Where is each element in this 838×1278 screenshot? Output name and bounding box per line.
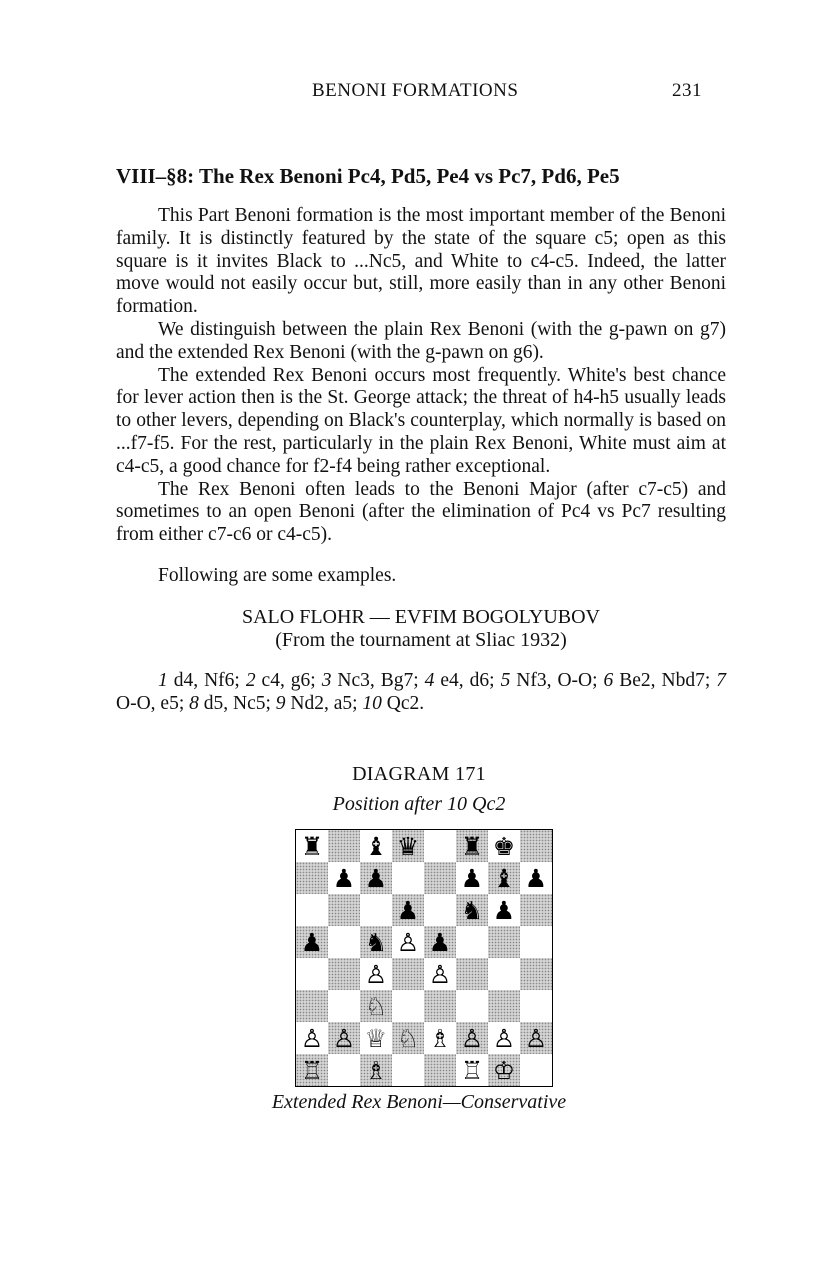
square-h1 [520, 1054, 552, 1086]
square-a7 [296, 862, 328, 894]
game-header [116, 606, 726, 652]
square-f1 [456, 1054, 488, 1086]
square-c5 [360, 926, 392, 958]
square-f5 [456, 926, 488, 958]
section-heading: VIII–§8: The Rex Benoni Pc4, Pd5, Pe4 vs Pc7, Pd6, Pe5 [116, 164, 620, 188]
square-g6 [488, 894, 520, 926]
white-pawn-icon: ♙ [492, 1023, 516, 1053]
examples-intro: Following are some examples. [158, 565, 397, 586]
square-e7 [424, 862, 456, 894]
move-number: 10 [362, 693, 382, 714]
square-d8 [392, 830, 424, 862]
square-f2 [456, 1022, 488, 1054]
paragraph: This Part Benoni formation is the most important member of the Benoni family. It is distinctly featured by the state of the square c5; open as this square is it invites Black to ...Nc5, and White to c4-c5. Indeed, the latter move would not easily occur but, still, more easily than in any other Benoni formation. [116, 205, 726, 318]
white-rook-icon: ♖ [460, 1055, 484, 1085]
move-text: Nf3, O-O; [510, 670, 604, 691]
square-g2 [488, 1022, 520, 1054]
move-number: 2 [245, 670, 256, 691]
square-a2 [296, 1022, 328, 1054]
black-pawn-icon: ♟ [364, 863, 388, 893]
black-pawn-icon: ♟ [332, 863, 356, 893]
move-text: Qc2. [381, 693, 425, 714]
white-pawn-icon: ♙ [460, 1023, 484, 1053]
black-rook-icon: ♜ [300, 831, 324, 861]
square-e1 [424, 1054, 456, 1086]
diagram-subtitle: Position after 10 Qc2 [332, 793, 506, 815]
black-pawn-icon: ♟ [396, 895, 420, 925]
black-bishop-icon: ♝ [364, 831, 388, 861]
move-text: Nd2, a5; [285, 693, 363, 714]
square-f4 [456, 958, 488, 990]
square-d4 [392, 958, 424, 990]
square-h6 [520, 894, 552, 926]
square-d6 [392, 894, 424, 926]
paragraph: We distinguish between the plain Rex Benoni (with the g-pawn on g7) and the extended Rex Benoni (with the g-pawn on g6). [116, 318, 726, 363]
black-pawn-icon: ♟ [428, 927, 452, 957]
black-queen-icon: ♛ [396, 831, 420, 861]
square-g1 [488, 1054, 520, 1086]
square-h4 [520, 958, 552, 990]
square-a1 [296, 1054, 328, 1086]
black-pawn-icon: ♟ [460, 863, 484, 893]
square-b6 [328, 894, 360, 926]
square-b5 [328, 926, 360, 958]
square-h3 [520, 990, 552, 1022]
square-f3 [456, 990, 488, 1022]
square-h7 [520, 862, 552, 894]
square-c2 [360, 1022, 392, 1054]
black-king-icon: ♚ [492, 831, 516, 861]
square-a8 [296, 830, 328, 862]
black-bishop-icon: ♝ [492, 863, 516, 893]
square-c8 [360, 830, 392, 862]
paragraph: The Rex Benoni often leads to the Benoni Major (after c7-c5) and sometimes to an open Benoni (after the elimination of Pc4 vs Pc7 resulting from either c7-c6 or c4-c5). [116, 478, 726, 546]
white-queen-icon: ♕ [364, 1023, 388, 1053]
white-pawn-icon: ♙ [300, 1023, 324, 1053]
black-rook-icon: ♜ [460, 831, 484, 861]
square-b8 [328, 830, 360, 862]
white-pawn-icon: ♙ [396, 927, 420, 957]
move-number: 7 [716, 670, 727, 691]
move-text: O-O, e5; [116, 693, 190, 714]
white-pawn-icon: ♙ [524, 1023, 548, 1053]
square-b4 [328, 958, 360, 990]
move-text: Be2, Nbd7; [613, 670, 717, 691]
white-king-icon: ♔ [492, 1055, 516, 1085]
white-knight-icon: ♘ [364, 991, 388, 1021]
game-players: SALO FLOHR — EVFIM BOGOLYUBOV [241, 606, 601, 628]
diagram-title: DIAGRAM 171 [352, 763, 486, 785]
square-d3 [392, 990, 424, 1022]
move-number: 4 [424, 670, 435, 691]
black-pawn-icon: ♟ [524, 863, 548, 893]
white-pawn-icon: ♙ [364, 959, 388, 989]
move-text: d5, Nc5; [198, 693, 276, 714]
square-a6 [296, 894, 328, 926]
square-e3 [424, 990, 456, 1022]
black-knight-icon: ♞ [460, 895, 484, 925]
square-h5 [520, 926, 552, 958]
black-pawn-icon: ♟ [300, 927, 324, 957]
square-e2 [424, 1022, 456, 1054]
page-number: 231 [672, 80, 702, 101]
square-g8 [488, 830, 520, 862]
square-d2 [392, 1022, 424, 1054]
square-a5 [296, 926, 328, 958]
square-h8 [520, 830, 552, 862]
square-h2 [520, 1022, 552, 1054]
white-bishop-icon: ♗ [364, 1055, 388, 1085]
move-number: 6 [603, 670, 614, 691]
white-pawn-icon: ♙ [332, 1023, 356, 1053]
white-rook-icon: ♖ [300, 1055, 324, 1085]
black-knight-icon: ♞ [364, 927, 388, 957]
move-number: 8 [189, 693, 199, 714]
black-pawn-icon: ♟ [492, 895, 516, 925]
square-e8 [424, 830, 456, 862]
square-f6 [456, 894, 488, 926]
square-c1 [360, 1054, 392, 1086]
square-e4 [424, 958, 456, 990]
square-g3 [488, 990, 520, 1022]
square-d1 [392, 1054, 424, 1086]
running-head-title: BENONI FORMATIONS [312, 80, 519, 101]
square-f7 [456, 862, 488, 894]
square-d5 [392, 926, 424, 958]
square-a4 [296, 958, 328, 990]
square-g7 [488, 862, 520, 894]
chess-board [295, 829, 553, 1087]
move-text: e4, d6; [434, 670, 501, 691]
game-moves [116, 669, 726, 715]
diagram-caption: Extended Rex Benoni—Conservative [271, 1091, 567, 1113]
white-bishop-icon: ♗ [428, 1023, 452, 1053]
move-text: Nc3, Bg7; [331, 670, 425, 691]
square-b7 [328, 862, 360, 894]
body-text [116, 205, 726, 547]
square-c6 [360, 894, 392, 926]
square-d7 [392, 862, 424, 894]
square-c7 [360, 862, 392, 894]
move-number: 1 [158, 670, 168, 691]
square-a3 [296, 990, 328, 1022]
paragraph: The extended Rex Benoni occurs most frequently. White's best chance for lever action then is the St. George attack; the threat of h4-h5 usually leads to other levers, depending on Black's counterplay, which normally is based on ...f7-f5. For the rest, particularly in the plain Rex Benoni, White must aim at c4-c5, a good chance for f2-f4 being rather exceptional. [116, 364, 726, 477]
square-c3 [360, 990, 392, 1022]
white-pawn-icon: ♙ [428, 959, 452, 989]
square-b2 [328, 1022, 360, 1054]
move-text: d4, Nf6; [167, 670, 246, 691]
square-g5 [488, 926, 520, 958]
square-c4 [360, 958, 392, 990]
move-number: 5 [500, 670, 511, 691]
square-b1 [328, 1054, 360, 1086]
move-text: c4, g6; [255, 670, 322, 691]
square-g4 [488, 958, 520, 990]
game-event: (From the tournament at Sliac 1932) [275, 629, 567, 651]
move-number: 9 [275, 693, 286, 714]
running-head [0, 80, 838, 106]
square-e6 [424, 894, 456, 926]
square-b3 [328, 990, 360, 1022]
move-number: 3 [321, 670, 332, 691]
moves-line [116, 669, 726, 715]
white-knight-icon: ♘ [396, 1023, 420, 1053]
square-f8 [456, 830, 488, 862]
square-e5 [424, 926, 456, 958]
